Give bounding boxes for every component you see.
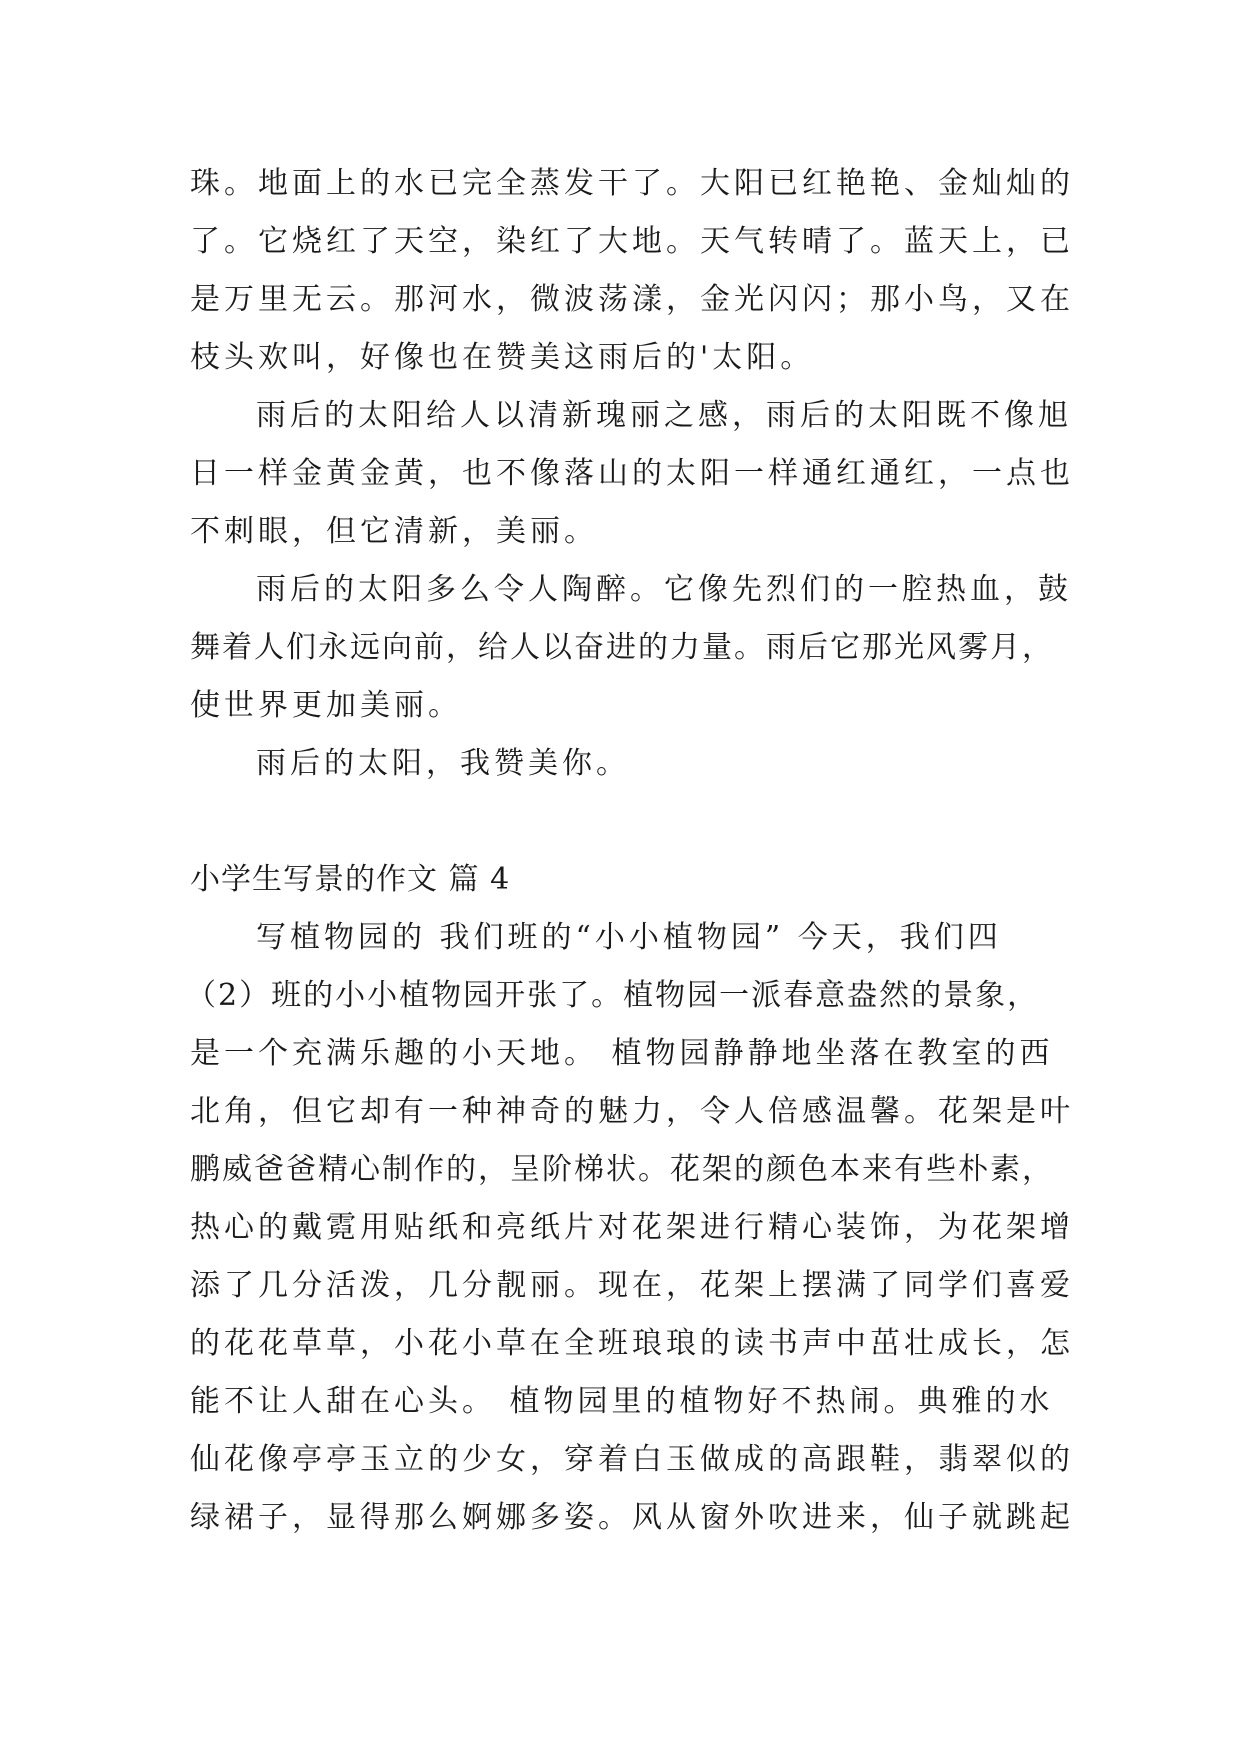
paragraph-line: 了。它烧红了天空，染红了大地。天气转晴了。蓝天上，已 xyxy=(190,224,1074,259)
paragraph-line: 鹏威爸爸精心制作的，呈阶梯状。花架的颜色本来有些朴素， xyxy=(190,1152,1054,1187)
paragraph-line: 舞着人们永远向前，给人以奋进的力量。雨后它那光风雾月， xyxy=(190,630,1054,665)
paragraph-line: （2）班的小小植物园开张了。植物园一派春意盎然的景象， xyxy=(186,978,1040,1013)
paragraph-line: 雨后的太阳给人以清新瑰丽之感，雨后的太阳既不像旭 xyxy=(256,398,1072,433)
paragraph-line: 能不让人甜在心头。 植物园里的植物好不热闹。典雅的水 xyxy=(190,1384,1054,1419)
paragraph-line: 热心的戴霓用贴纸和亮纸片对花架进行精心装饰，为花架增 xyxy=(190,1210,1074,1245)
paragraph-line: 珠。地面上的水已完全蒸发干了。大阳已红艳艳、金灿灿的 xyxy=(190,166,1074,201)
paragraph-line: 的花花草草，小花小草在全班琅琅的读书声中茁壮成长，怎 xyxy=(190,1326,1074,1361)
paragraph-line: 添了几分活泼，几分靓丽。现在，花架上摆满了同学们喜爱 xyxy=(190,1268,1074,1303)
section-heading: 小学生写景的作文 篇 4 xyxy=(190,862,511,897)
paragraph-line: 雨后的太阳，我赞美你。 xyxy=(256,746,630,781)
paragraph-line: 是万里无云。那河水，微波荡漾，金光闪闪；那小鸟，又在 xyxy=(190,282,1074,317)
paragraph-line: 绿裙子，显得那么婀娜多姿。风从窗外吹进来，仙子就跳起 xyxy=(190,1500,1074,1535)
paragraph-line: 雨后的太阳多么令人陶醉。它像先烈们的一腔热血，鼓 xyxy=(256,572,1072,607)
paragraph-line: 仙花像亭亭玉立的少女，穿着白玉做成的高跟鞋，翡翠似的 xyxy=(190,1442,1074,1477)
paragraph-line: 是一个充满乐趣的小天地。 植物园静静地坐落在教室的西 xyxy=(190,1036,1054,1071)
paragraph-line: 北角，但它却有一种神奇的魅力，令人倍感温馨。花架是叶 xyxy=(190,1094,1074,1129)
paragraph-line: 使世界更加美丽。 xyxy=(190,688,462,723)
paragraph-line: 不刺眼，但它清新，美丽。 xyxy=(190,514,598,549)
paragraph-line: 日一样金黄金黄，也不像落山的太阳一样通红通红，一点也 xyxy=(190,456,1074,491)
paragraph-line: 枝头欢叫，好像也在赞美这雨后的'太阳。 xyxy=(190,340,815,375)
paragraph-line: 写植物园的 我们班的“小小植物园” 今天，我们四 xyxy=(256,920,1002,955)
